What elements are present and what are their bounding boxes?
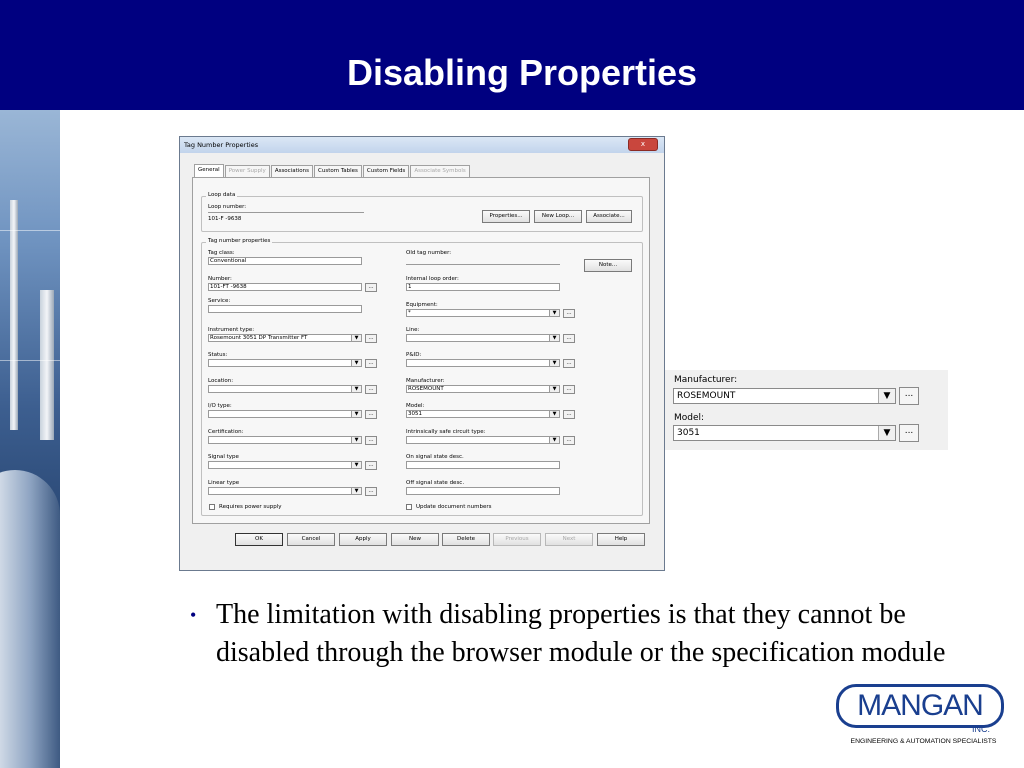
zoom-model-value: 3051: [677, 428, 700, 438]
instrument-type-value: Rosemount 3051 DP Transmitter FT: [210, 335, 308, 341]
certification-select[interactable]: [208, 436, 362, 444]
tower-shape: [10, 200, 18, 430]
pid-ellipsis-button[interactable]: ...: [563, 359, 575, 368]
io-type-select[interactable]: [208, 410, 362, 418]
new-button[interactable]: New: [391, 533, 439, 546]
dropdown-arrow-icon: ▼: [878, 426, 895, 440]
certification-label: Certification:: [208, 429, 244, 435]
linear-type-label: Linear type: [208, 480, 240, 486]
note-button[interactable]: Note...: [584, 259, 632, 272]
slide-title: Disabling Properties: [346, 52, 698, 93]
requires-power-label: Requires power supply: [219, 504, 282, 510]
old-tag-number-field[interactable]: [406, 257, 560, 265]
dropdown-arrow-icon: ▼: [351, 462, 361, 468]
ok-button[interactable]: OK: [235, 533, 283, 546]
dropdown-arrow-icon: ▼: [549, 335, 559, 341]
model-label: Model:: [406, 403, 425, 409]
zoom-manufacturer-label: Manufacturer:: [674, 375, 738, 385]
equipment-select[interactable]: [406, 309, 560, 317]
model-ellipsis-button[interactable]: ...: [563, 410, 575, 419]
loop-data-group: [201, 192, 643, 232]
tab-general[interactable]: General: [194, 164, 224, 177]
tag-class-field[interactable]: Conventional: [208, 257, 362, 265]
on-signal-field[interactable]: [406, 461, 560, 469]
internal-loop-order-field[interactable]: 1: [406, 283, 560, 291]
dropdown-arrow-icon: ▼: [549, 360, 559, 366]
pipe-line: [0, 230, 60, 231]
tab-power-supply[interactable]: Power Supply: [225, 165, 270, 177]
dropdown-arrow-icon: ▼: [549, 386, 559, 392]
dropdown-arrow-icon: ▼: [351, 360, 361, 366]
general-tab-panel: [192, 177, 650, 524]
tag-class-label: Tag class:: [208, 250, 235, 256]
dropdown-arrow-icon: ▼: [351, 411, 361, 417]
requires-power-checkbox[interactable]: [209, 504, 215, 510]
instrument-type-select[interactable]: [208, 334, 362, 342]
loop-number-label: Loop number:: [208, 204, 247, 210]
bullet-text: The limitation with disabling properties is that they cannot be disabled through the browser module or the specification module: [216, 599, 946, 668]
location-label: Location:: [208, 378, 234, 384]
zoom-manufacturer-select[interactable]: [673, 388, 896, 404]
zoomed-manufacturer-model-inset: [665, 370, 948, 450]
number-field[interactable]: 101-FT -9638: [208, 283, 362, 291]
loop-data-label: Loop data: [208, 192, 236, 198]
loop-number-value[interactable]: 101-F -9638: [208, 216, 242, 222]
status-label: Status:: [208, 352, 228, 358]
service-label: Service:: [208, 298, 231, 304]
dropdown-arrow-icon: ▼: [351, 335, 361, 341]
mangan-logo: [834, 682, 1014, 762]
zoom-model-ellipsis-button[interactable]: ...: [899, 424, 919, 442]
io-type-ellipsis-button[interactable]: ...: [365, 410, 377, 419]
line-label: Line:: [406, 327, 420, 333]
on-signal-label: On signal state desc.: [406, 454, 464, 460]
zoom-model-label: Model:: [674, 413, 705, 423]
dropdown-arrow-icon: ▼: [878, 389, 895, 403]
previous-button[interactable]: Previous: [493, 533, 541, 546]
dropdown-arrow-icon: ▼: [351, 488, 361, 494]
next-button[interactable]: Next: [545, 533, 593, 546]
model-value: 3051: [408, 411, 422, 417]
old-tag-number-label: Old tag number:: [406, 250, 452, 256]
dropdown-arrow-icon: ▼: [549, 437, 559, 443]
cancel-button[interactable]: Cancel: [287, 533, 335, 546]
linear-type-select[interactable]: [208, 487, 362, 495]
zoom-manufacturer-value: ROSEMOUNT: [677, 391, 736, 401]
tag-number-properties-group: [201, 238, 643, 516]
loop-number-underline: [208, 212, 364, 213]
delete-button[interactable]: Delete: [442, 533, 490, 546]
update-documents-label: Update document numbers: [416, 504, 492, 510]
number-label: Number:: [208, 276, 232, 282]
logo-tagline: ENGINEERING & AUTOMATION SPECIALISTS: [850, 738, 997, 745]
intrinsically-safe-ellipsis-button[interactable]: ...: [563, 436, 575, 445]
off-signal-field[interactable]: [406, 487, 560, 495]
status-ellipsis-button[interactable]: ...: [365, 359, 377, 368]
tab-strip: [194, 165, 471, 177]
pid-label: P&ID:: [406, 352, 422, 358]
tag-number-properties-dialog: [179, 136, 665, 571]
instrument-type-ellipsis-button[interactable]: ...: [365, 334, 377, 343]
location-ellipsis-button[interactable]: ...: [365, 385, 377, 394]
io-type-label: I/O type:: [208, 403, 232, 409]
pipe-shape: [0, 470, 60, 768]
sidebar-industrial-image: [0, 110, 60, 768]
intrinsically-safe-label: Intrinsically safe circuit type:: [406, 429, 486, 435]
pipe-line: [0, 360, 60, 361]
apply-button[interactable]: Apply: [339, 533, 387, 546]
signal-type-select[interactable]: [208, 461, 362, 469]
number-ellipsis-button[interactable]: ...: [365, 283, 377, 292]
pid-select[interactable]: [406, 359, 560, 367]
service-field[interactable]: [208, 305, 362, 313]
linear-type-ellipsis-button[interactable]: ...: [365, 487, 377, 496]
tab-custom-tables[interactable]: Custom Tables: [314, 165, 362, 177]
zoom-model-select[interactable]: [673, 425, 896, 441]
tab-associate-symbols[interactable]: Associate Symbols: [410, 165, 469, 177]
equipment-label: Equipment:: [406, 302, 438, 308]
update-documents-checkbox[interactable]: [406, 504, 412, 510]
new-loop-button[interactable]: New Loop...: [534, 210, 582, 223]
off-signal-label: Off signal state desc.: [406, 480, 465, 486]
logo-name: MANGAN: [857, 689, 983, 722]
dialog-title-bar: [180, 137, 664, 153]
close-icon[interactable]: x: [628, 138, 658, 151]
line-select[interactable]: [406, 334, 560, 342]
dropdown-arrow-icon: ▼: [549, 411, 559, 417]
equipment-value: *: [408, 310, 411, 316]
manufacturer-select[interactable]: [406, 385, 560, 393]
manufacturer-ellipsis-button[interactable]: ...: [563, 385, 575, 394]
properties-button[interactable]: Properties...: [482, 210, 530, 223]
bullet-icon: •: [190, 605, 197, 625]
tower-shape: [40, 290, 54, 440]
internal-loop-order-label: Internal loop order:: [406, 276, 459, 282]
model-select[interactable]: [406, 410, 560, 418]
certification-ellipsis-button[interactable]: ...: [365, 436, 377, 445]
zoom-manufacturer-ellipsis-button[interactable]: ...: [899, 387, 919, 405]
tab-associations[interactable]: Associations: [271, 165, 313, 177]
dropdown-arrow-icon: ▼: [351, 386, 361, 392]
instrument-type-label: Instrument type:: [208, 327, 255, 333]
dialog-title: Tag Number Properties: [184, 141, 259, 149]
associate-button[interactable]: Associate...: [586, 210, 632, 223]
dropdown-arrow-icon: ▼: [351, 437, 361, 443]
help-button[interactable]: Help: [597, 533, 645, 546]
location-select[interactable]: [208, 385, 362, 393]
manufacturer-value: ROSEMOUNT: [408, 386, 444, 392]
status-select[interactable]: [208, 359, 362, 367]
tab-custom-fields[interactable]: Custom Fields: [363, 165, 409, 177]
tag-number-properties-label: Tag number properties: [208, 238, 271, 244]
intrinsically-safe-select[interactable]: [406, 436, 560, 444]
manufacturer-label: Manufacturer:: [406, 378, 445, 384]
line-ellipsis-button[interactable]: ...: [563, 334, 575, 343]
logo-inc: INC.: [972, 724, 990, 734]
equipment-ellipsis-button[interactable]: ...: [563, 309, 575, 318]
signal-type-label: Signal type: [208, 454, 239, 460]
dropdown-arrow-icon: ▼: [549, 310, 559, 316]
signal-type-ellipsis-button[interactable]: ...: [365, 461, 377, 470]
